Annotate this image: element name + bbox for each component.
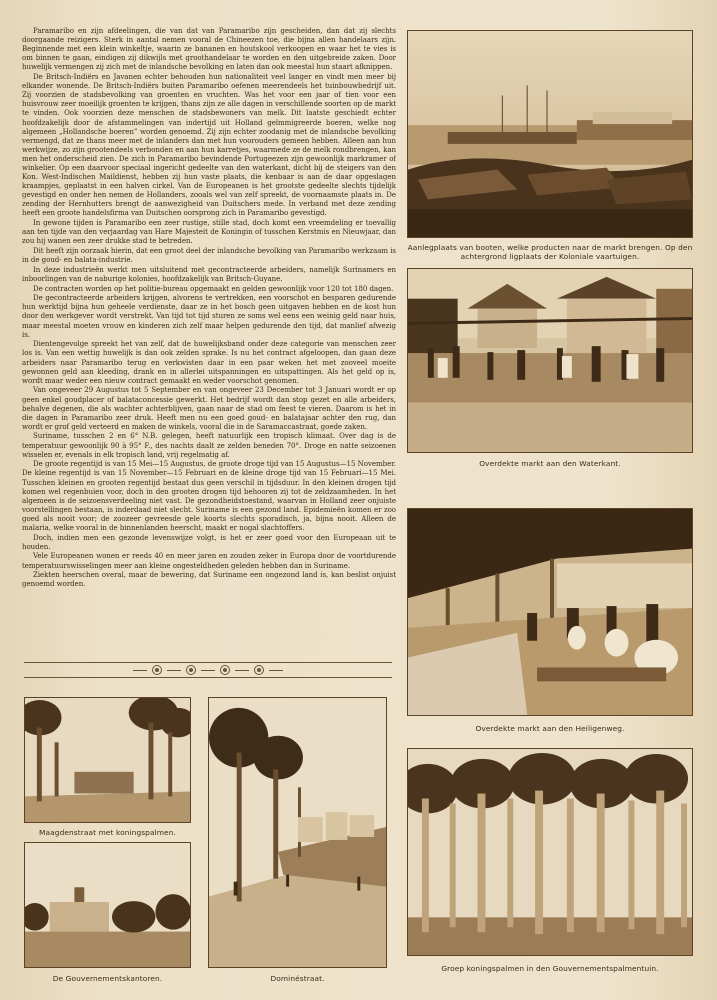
caption-domine: Dominéstraat. <box>270 974 325 983</box>
caption-maagdenstraat: Maagdenstraat met koningspalmen. <box>39 828 176 837</box>
photo-maagdenstraat <box>24 697 191 823</box>
article-column <box>22 26 396 654</box>
article-paragraph: De gecontracteerde arbeiders krijgen, alvorens te vertrekken, een voorschot en besparen gedurende hun werktijd bijna hun geheele verdienste, daar ze in het bosch geen uitgaven hebben en de kost hun door den werkgever wordt verstrekt. Van tijd tot tijd sturen ze soms wel eens een weinig geld naar huis, maar meestal moeten vrouw en kinderen zich zelf maar helpen gedurende den tijd, dat manlief afwezig is. <box>22 293 396 339</box>
photo-aanlegplaats <box>407 30 693 238</box>
photo-waterkant <box>407 268 693 453</box>
caption-aanlegplaats: Aanlegplaats van booten, welke producten naar de markt brengen. Op den achtergrond ligplaats der Koloniale vaartuigen. <box>407 243 693 261</box>
photo-heiligenweg <box>407 508 693 716</box>
article-paragraph: Van ongeveer 29 Augustus tot 5 September en van ongeveer 23 December tot 3 Januari wordt er op geen enkel goudplacer of balataconcessie gewerkt. Het bedrijf wordt dan stop gezet en alle arbeiders, behalve degenen, die als wachter achterblijven, gaan naar de stad om feest te vieren. Daarom is het in die dagen in Paramaribo zeer druk. Heeft men nu een goed goud- en balatajaar achter den rug, dan wordt er grof geld verteerd en maken de winkels, vooral die in de Saramaccastraat, goede zaken. <box>22 385 396 431</box>
photo-domine <box>208 697 387 968</box>
article-paragraph: In deze industrieën werkt men uitsluitend met gecontracteerde arbeiders, namelijk Surinamers en inboorlingen van de naburige kolonies, hoofdzakelijk van Britsch-Guyane. <box>22 264 396 283</box>
ornamental-divider <box>24 662 392 678</box>
caption-heiligenweg: Overdekte markt aan den Heiligenweg. <box>475 724 625 733</box>
article-paragraph: Paramaribo en zijn afdeelingen, die van dat van Paramaribo zijn gescheiden, dan dat zij slechts doorgaande reizigers. Sterk in aantal nemen vooral de Chineezen toe, die bijna allen handelaars zijn. Beginnende met een klein winkeltje, waarin ze bananen en houtskool verkoopen en waar het te vies is om binnen te gaan, eindigen zij dikwijls met groothandelaar te worden en den uitgebreide zaken. Door huwelijk vermengen zij zich met de inlandsche bevolking en laten dan ook meestal hun staart afknippen. <box>22 26 396 72</box>
article-paragraph: Vele Europeanen wonen er reeds 40 en meer jaren en zouden zeker in Europa door de voortdurende temperatuurswisselingen meer aan kleine ongesteldheden geleden hebben dan in Suriname. <box>22 551 396 570</box>
article-paragraph: Ziekten heerschen overal, maar de bewering, dat Suriname een ongezond land is, kan beslist onjuist genoemd worden. <box>22 570 396 589</box>
photo-palmentuin <box>407 748 693 956</box>
article-paragraph: De contracten worden op het politie-bureau opgemaakt en gelden gewoonlijk voor 120 tot 180 dagen. <box>33 283 394 293</box>
caption-gouvernement: De Gouvernementskantoren. <box>52 974 163 983</box>
article-paragraph: Dientengevolge spreekt het van zelf, dat de huwelijksband onder deze categorie van menschen zeer los is. Van een wettig huwelijk is dan ook zelden sprake. Is nu het contract afgeloopen, dan gaan deze arbeiders naar Paramaribo terug en verkwisten daar in een paar weken het met zooveel moeite gewonnen geld aan kleeding, drank en in allerlei uitspanningen en uitspattingen. Als het geld op is, wordt maar weder een nieuw contract gemaakt en weder voorschot genomen. <box>22 339 396 385</box>
photo-gouvernement <box>24 842 191 968</box>
caption-palmentuin: Groep koningspalmen in den Gouvernementspalmentuin. <box>441 964 659 973</box>
article-paragraph: Suriname, tusschen 2 en 6° N.B. gelegen, heeft natuurlijk een tropisch klimaat. Over dag is de temperatuur gewoonlijk 90 à 95° F., des nachts daalt ze zelden beneden 70°. Droge en natte seizoenen wisselen er, evenals in elk tropisch land, vrij regelmatig af. <box>22 431 396 459</box>
article-paragraph: De groote regentijd is van 15 Mei—15 Augustus, de groote droge tijd van 15 Augustus—15 November. De kleine regentijd is van 15 November—15 Februari en de kleine droge tijd van 15 Februari—15 Mei. Tusschen kleinen en grooten regentijd bestaat dus geen verschil in tijdsduur. In den kleinen drogen tijd komen wel regenbuien voor, doch in den grooten drogen tijd behooren zij tot de zeldzaamheden. In het algemeen is de seizoensverdeeling niet vast. De gezondheidstoestand, waarvan in Holland zeer onjuiste voorstellingen bestaan, is inderdaad niet slecht. Suriname is een gezond land. Epidemieën komen er zoo goed als nooit voor; de zoozeer gevreesde gele koorts slechts sporadisch, ja, bijna nooit. Alleen de malaria, welke vooral in de binnenlanden heerscht, maakt er nogal slachtoffers. <box>22 459 396 532</box>
article-paragraph: Dit heeft zijn oorzaak hierin, dat een groot deel der inlandsche bevolking van Paramaribo werkzaam is in de goud- en balata-industrie. <box>22 246 396 265</box>
article-paragraph: De Britsch-Indiërs en Javanen echter behouden hun nationaliteit veel langer en vindt men meer bij elkander wonende. De Britsch-Indiërs buiten Paramaribo oefenen meerendeels het tuinbouwbedrijf uit. Zij voorzien de stadsbevolking van groenten en vruchten. Was het voor een jaar of tien voor een huisvrouw zeer moeilijk groenten te krijgen, thans zijn ze alle dagen in verschillende soorten op de markt te vinden. Ook voorzien deze menschen de stadsbewoners van melk. Dit laatste geschiedt echter hoofdzakelijk door de afstammelingen van indertijd uit Holland geïmmigreerde boeren, welke nog algemeen „Hollandsche boeren” worden genoemd. Zij zijn echter zoodanig met de inlandsche bevolking vermengd, dat ze thans meer met de inlanders dan met hun voorouders gemeen hebben. Alleen aan hun werkwijze, zo zijn grootendeels verbonden en aan hun karretjes, waarmede ze de melk rondbrengen, kan men het onderscheid zien. De zich in Paramaribo bevindende Portugeezen zijn gewoonlijk markramer of winkelier. Op een daarvoor speciaal ingericht gedeelte van den waterkant, dicht bij de steigers van den Kon. West-Indischen Maildienst, hebben zij hun vaste plaats, die kenbaar is aan de daar opgeslagen kraampjes, geplaatst in een halven cirkel. Van de Europeanen is het grootste gedeelte slechts tijdelijk gevestigd en onder hen nemen de Hollanders, zooals wel van zelf spreekt, de voornaamste plaats in. De zending der Hernhutters brengt de aanwezigheid van Duitschers mede. In verband met deze zending heeft een groote handelsfirma van Duitschen oorsprong zich in Paramaribo gevestigd. <box>22 72 396 218</box>
caption-waterkant: Overdekte markt aan den Waterkant. <box>479 459 621 468</box>
article-paragraph: In gewone tijden is Paramaribo een zeer rustige, stille stad, doch komt een vreemdeling er toevallig aan ten tijde van den verjaardag van Hare Majesteit de Koningin of tusschen Kerstmis en Nieuwjaar, dan zou hij wanen een zeer drukke stad te betreden. <box>22 218 396 246</box>
article-paragraph: Doch, indien men een gezonde levenswijze volgt, is het er zeer goed voor den Europeaan uit te houden. <box>22 532 396 551</box>
